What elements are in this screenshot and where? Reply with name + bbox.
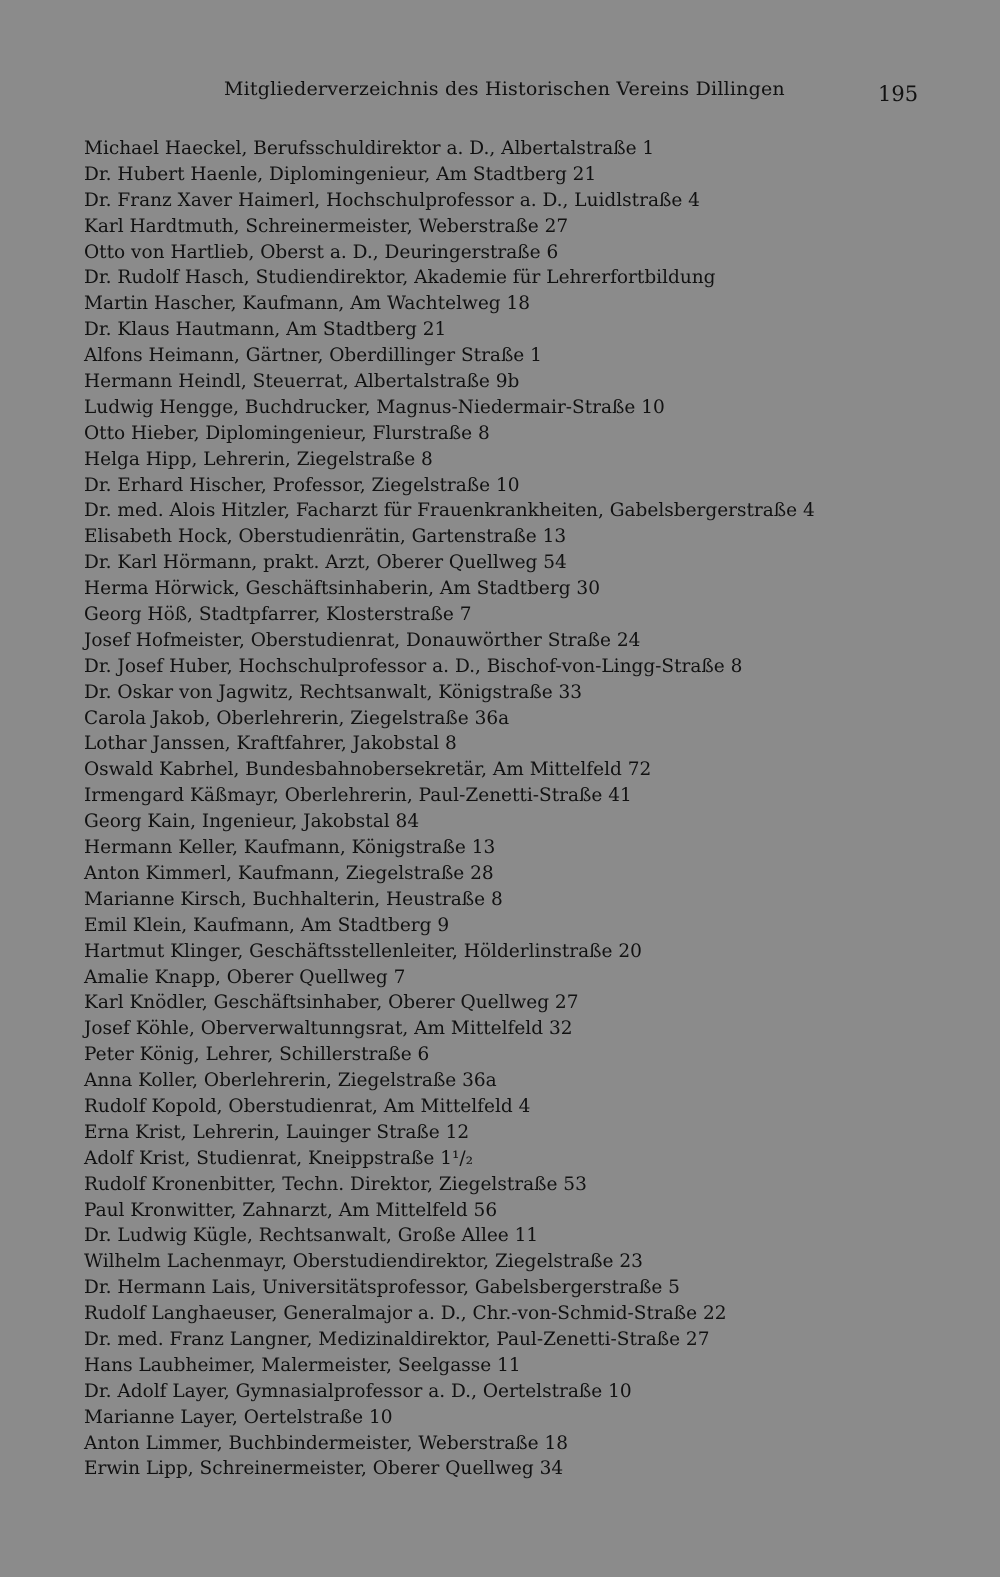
member-entry: Carola Jakob, Oberlehrerin, Ziegelstraße 36a: [84, 707, 510, 729]
member-entry: Karl Hardtmuth, Schreinermeister, Weberstraße 27: [84, 215, 569, 237]
member-entry: Georg Kain, Ingenieur, Jakobstal 84: [84, 811, 420, 833]
member-entry: Otto von Hartlieb, Oberst a. D., Deuringerstraße 6: [84, 241, 559, 263]
member-entry: Dr. med. Alois Hitzler, Facharzt für Frauenkrankheiten, Gabelsbergerstraße 4: [84, 500, 815, 522]
member-entry: Peter König, Lehrer, Schillerstraße 6: [84, 1044, 430, 1066]
member-entry: Hans Laubheimer, Malermeister, Seelgasse 11: [84, 1354, 521, 1376]
member-entry: Dr. Oskar von Jagwitz, Rechtsanwalt, Königstraße 33: [84, 681, 583, 703]
member-entry: Anton Kimmerl, Kaufmann, Ziegelstraße 28: [84, 862, 494, 884]
member-entry: Dr. Adolf Layer, Gymnasialprofessor a. D., Oertelstraße 10: [84, 1380, 632, 1402]
member-entry: Dr. Rudolf Hasch, Studiendirektor, Akademie für Lehrerfortbildung: [84, 267, 716, 289]
member-entry: Dr. Karl Hörmann, prakt. Arzt, Oberer Quellweg 54: [84, 552, 567, 574]
member-entry: Rudolf Kopold, Oberstudienrat, Am Mittelfeld 4: [84, 1095, 531, 1117]
member-entry: Paul Kronwitter, Zahnarzt, Am Mittelfeld 56: [84, 1199, 498, 1221]
member-entry: Dr. med. Franz Langner, Medizinaldirektor, Paul-Zenetti-Straße 27: [84, 1328, 710, 1350]
member-list: [84, 136, 964, 1482]
member-entry: Hermann Keller, Kaufmann, Königstraße 13: [84, 837, 496, 859]
member-entry: Lothar Janssen, Kraftfahrer, Jakobstal 8: [84, 733, 457, 755]
member-entry: Dr. Hubert Haenle, Diplomingenieur, Am Stadtberg 21: [84, 163, 597, 185]
member-entry: Hermann Heindl, Steuerrat, Albertalstraße 9b: [84, 371, 520, 393]
member-entry: Amalie Knapp, Oberer Quellweg 7: [84, 966, 406, 988]
member-entry: Wilhelm Lachenmayr, Oberstudiendirektor, Ziegelstraße 23: [84, 1251, 643, 1273]
running-header: [0, 78, 1000, 118]
member-entry: Herma Hörwick, Geschäftsinhaberin, Am Stadtberg 30: [84, 578, 600, 600]
member-entry: Dr. Franz Xaver Haimerl, Hochschulprofessor a. D., Luidlstraße 4: [84, 189, 700, 211]
member-entry: Oswald Kabrhel, Bundesbahnobersekretär, Am Mittelfeld 72: [84, 759, 652, 781]
page-number: 195: [878, 82, 919, 106]
member-entry: Helga Hipp, Lehrerin, Ziegelstraße 8: [84, 448, 433, 470]
member-entry: Michael Haeckel, Berufsschuldirektor a. D., Albertalstraße 1: [84, 138, 655, 159]
member-entry: Karl Knödler, Geschäftsinhaber, Oberer Quellweg 27: [84, 992, 579, 1014]
member-entry: Josef Köhle, Oberverwaltunngsrat, Am Mittelfeld 32: [84, 1018, 573, 1040]
member-entry: Alfons Heimann, Gärtner, Oberdillinger Straße 1: [84, 345, 542, 367]
member-entry: Dr. Erhard Hischer, Professor, Ziegelstraße 10: [84, 474, 520, 496]
member-entry: Elisabeth Hock, Oberstudienrätin, Gartenstraße 13: [84, 526, 567, 548]
member-entry: Dr. Hermann Lais, Universitätsprofessor, Gabelsbergerstraße 5: [84, 1277, 680, 1299]
member-entry: Dr. Klaus Hautmann, Am Stadtberg 21: [84, 319, 447, 341]
member-entry: Ludwig Hengge, Buchdrucker, Magnus-Niedermair-Straße 10: [84, 396, 665, 418]
member-entry: Rudolf Langhaeuser, Generalmajor a. D., Chr.-von-Schmid-Straße 22: [84, 1303, 727, 1325]
member-entry: Erwin Lipp, Schreinermeister, Oberer Quellweg 34: [84, 1458, 564, 1480]
member-entry: Georg Höß, Stadtpfarrer, Klosterstraße 7: [84, 604, 472, 626]
member-entry: Otto Hieber, Diplomingenieur, Flurstraße 8: [84, 422, 490, 444]
member-entry: Josef Hofmeister, Oberstudienrat, Donauwörther Straße 24: [84, 629, 641, 651]
member-entry: Martin Hascher, Kaufmann, Am Wachtelweg 18: [84, 293, 531, 315]
member-entry: Erna Krist, Lehrerin, Lauinger Straße 12: [84, 1121, 470, 1143]
member-entry: Anna Koller, Oberlehrerin, Ziegelstraße 36a: [84, 1070, 497, 1092]
member-entry: Hartmut Klinger, Geschäftsstellenleiter, Hölderlinstraße 20: [84, 940, 642, 962]
member-entry: Anton Limmer, Buchbindermeister, Weberstraße 18: [84, 1432, 569, 1454]
member-entry: Marianne Layer, Oertelstraße 10: [84, 1406, 393, 1428]
member-entry: Rudolf Kronenbitter, Techn. Direktor, Ziegelstraße 53: [84, 1173, 587, 1195]
member-entry: Emil Klein, Kaufmann, Am Stadtberg 9: [84, 914, 450, 936]
member-entry: Marianne Kirsch, Buchhalterin, Heustraße 8: [84, 888, 503, 910]
member-entry: Dr. Josef Huber, Hochschulprofessor a. D., Bischof-von-Lingg-Straße 8: [84, 655, 743, 677]
member-entry: Irmengard Käßmayr, Oberlehrerin, Paul-Zenetti-Straße 41: [84, 785, 632, 807]
running-title: Mitgliederverzeichnis des Historischen Vereins Dillingen: [224, 78, 785, 100]
member-entry: Dr. Ludwig Kügle, Rechtsanwalt, Große Allee 11: [84, 1225, 539, 1247]
member-entry: Adolf Krist, Studienrat, Kneippstraße 1¹/₂: [84, 1147, 474, 1169]
